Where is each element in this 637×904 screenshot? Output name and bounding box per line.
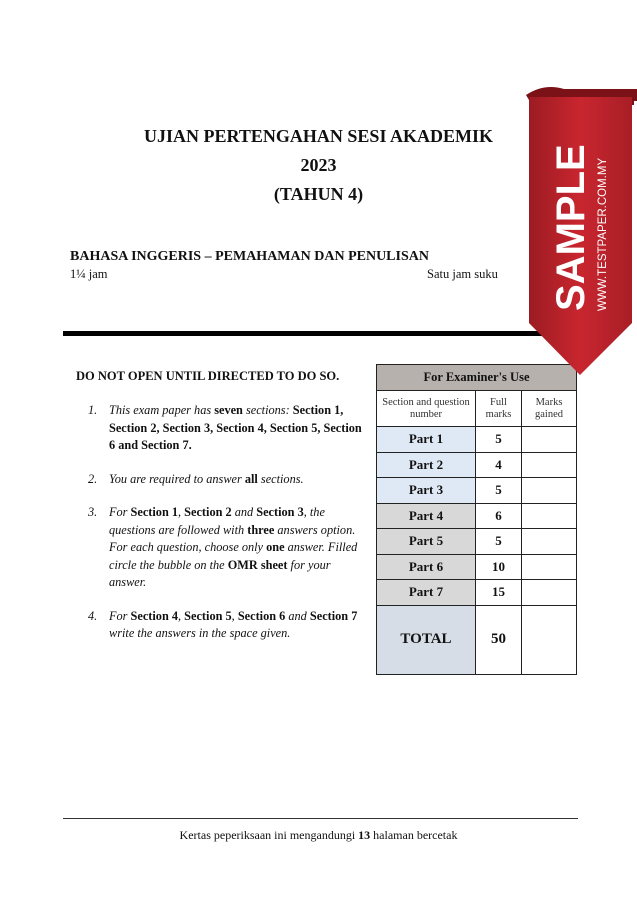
footer-text <box>0 828 637 843</box>
footer-divider <box>63 818 578 819</box>
instruction-segment: all <box>244 471 258 486</box>
examiner-table <box>376 364 577 675</box>
instruction-segment: for your answer. <box>109 557 331 589</box>
sample-site: WWW.TESTPAPER.COM.MY <box>597 157 609 311</box>
table-title: For Examiner's Use <box>377 365 577 391</box>
instruction-text <box>109 471 304 489</box>
instruction-text <box>109 504 370 592</box>
divider <box>63 331 569 336</box>
cell-full: 4 <box>476 452 522 478</box>
instruction-segment: sections: <box>242 403 293 417</box>
page-count: 13 <box>358 828 371 842</box>
table-row <box>377 503 577 529</box>
instruction-segment: You are required to answer <box>109 471 245 486</box>
instruction-segment: and <box>285 608 310 623</box>
instruction-segment: , <box>231 608 238 623</box>
instruction-segment: Section 2 <box>184 505 232 519</box>
instruction-segment: , <box>178 505 185 519</box>
cell-part: Part 7 <box>377 580 476 606</box>
instruction-text <box>109 402 370 455</box>
instruction-segment: answers option. For each question, choose only <box>109 522 356 554</box>
instruction-number: 2. <box>88 471 98 486</box>
cell-full: 5 <box>476 478 522 504</box>
instruction-segment: OMR sheet <box>227 557 288 572</box>
footer-post: halaman bercetak <box>370 828 458 842</box>
sample-watermark-ribbon <box>524 83 637 383</box>
cell-gained <box>522 580 577 606</box>
instruction-segment: Section 5 <box>184 608 232 623</box>
instruction-number: 1. <box>88 403 98 417</box>
instruction-segment: one <box>266 540 285 554</box>
instructions-list <box>88 402 370 659</box>
cell-gained <box>522 427 577 453</box>
duration-words: Satu jam suku <box>427 267 498 281</box>
table-row <box>377 554 577 580</box>
total-full: 50 <box>476 605 522 674</box>
cell-part: Part 6 <box>377 554 476 580</box>
cell-part: Part 1 <box>377 427 476 453</box>
instruction-segment: sections. <box>257 471 304 486</box>
cell-gained <box>522 452 577 478</box>
instruction-segment: write the answers in the space given. <box>109 626 291 640</box>
cell-part: Part 4 <box>377 503 476 529</box>
instruction-segment: Section 6 <box>237 608 286 623</box>
cell-full: 5 <box>476 427 522 453</box>
exam-year: 2023 <box>300 155 337 175</box>
cell-part: Part 5 <box>377 529 476 555</box>
instruction-segment: Section 1, Section 2, Section 3, Section 4, Section 5, Section 6 and Section 7. <box>109 403 362 452</box>
instruction-number: 4. <box>88 608 98 623</box>
table-row <box>377 452 577 478</box>
duration: 1¼ jam <box>70 267 108 281</box>
cell-part: Part 3 <box>377 478 476 504</box>
col-header: Full marks <box>476 391 522 427</box>
instruction-number: 3. <box>88 505 98 519</box>
exam-grade: (TAHUN 4) <box>273 184 364 204</box>
instruction-segment: , the questions are followed with <box>109 505 325 537</box>
cell-full: 10 <box>476 554 522 580</box>
instruction-segment: seven <box>214 403 243 417</box>
total-gained <box>522 605 577 674</box>
instruction-segment: For <box>109 608 131 623</box>
instruction-segment: For <box>109 505 131 519</box>
col-header: Section and question number <box>377 391 476 427</box>
instruction-segment: three <box>247 522 275 537</box>
warning-text: DO NOT OPEN UNTIL DIRECTED TO DO SO. <box>76 369 340 383</box>
table-row <box>377 529 577 555</box>
instruction-text <box>109 608 370 643</box>
footer-pre: Kertas peperiksaan ini mengandungi <box>179 828 359 842</box>
instruction-segment: Section 7 <box>309 608 358 623</box>
instruction-segment: Section 4 <box>130 608 179 623</box>
cell-full: 15 <box>476 580 522 606</box>
instruction-item <box>88 504 370 592</box>
cell-gained <box>522 503 577 529</box>
instruction-item <box>88 471 370 489</box>
instruction-segment: and <box>231 505 257 519</box>
instruction-segment: Section 1 <box>130 505 179 519</box>
cell-gained <box>522 554 577 580</box>
cell-gained <box>522 529 577 555</box>
cell-full: 6 <box>476 503 522 529</box>
total-label: TOTAL <box>377 605 476 674</box>
table-row <box>377 580 577 606</box>
instruction-item <box>88 402 370 455</box>
instruction-segment: This exam paper has <box>109 403 215 417</box>
exam-title: UJIAN PERTENGAHAN SESI AKADEMIK <box>144 126 493 146</box>
subject-title: BAHASA INGGERIS – PEMAHAMAN DAN PENULISAN <box>70 249 429 264</box>
table-row <box>377 478 577 504</box>
col-header: Marks gained <box>522 391 577 427</box>
cell-part: Part 2 <box>377 452 476 478</box>
cell-full: 5 <box>476 529 522 555</box>
instruction-segment: , <box>178 608 185 623</box>
instruction-segment: Section 3 <box>256 505 304 519</box>
instruction-segment: answer. Filled circle the bubble on the <box>109 540 358 572</box>
sample-label: SAMPLE <box>549 144 593 311</box>
table-row <box>377 427 577 453</box>
instruction-item <box>88 608 370 643</box>
cell-gained <box>522 478 577 504</box>
